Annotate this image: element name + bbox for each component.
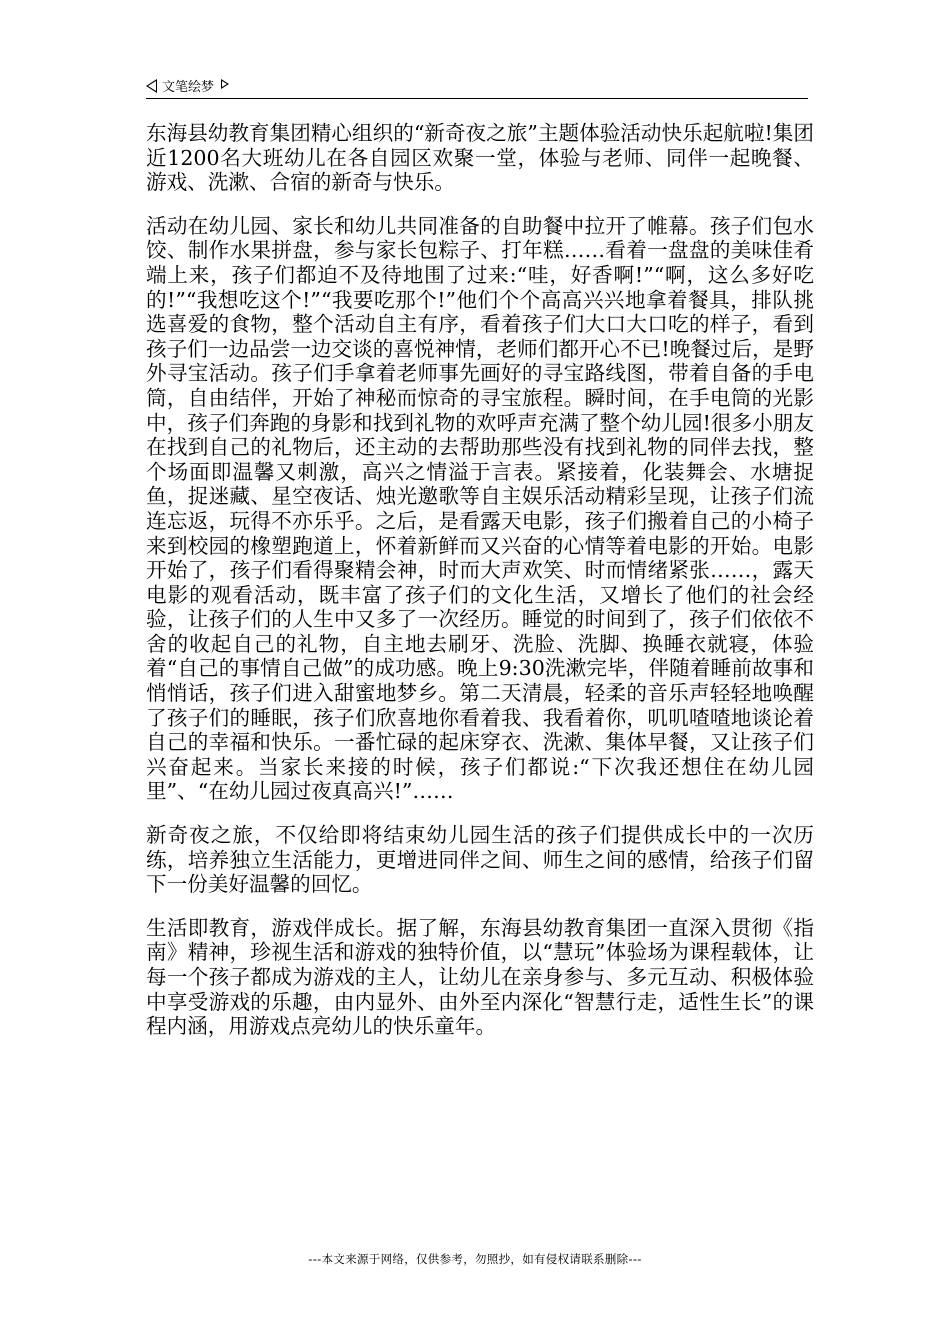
paragraph-2: 活动在幼儿园、家长和幼儿共同准备的自助餐中拉开了帷幕。孩子们包水饺、制作水果拼盘，参与家长包粽子、打年糕……看着一盘盘的美味佳肴端上来，孩子们都迫不及待地围了过来:“哇，好香啊!”“啊，这么多好吃的!”“我想吃这个!”“我要吃那个!”他们个个高高兴兴地拿着餐具，排队挑选喜爱的食物，整个活动自主有序，看着孩子们大口大口吃的样子，看到孩子们一边品尝一边交谈的喜悦神情，老师们都开心不已!晚餐过后，是野外寻宝活动。孩子们手拿着老师事先画好的寻宝路线图，带着自备的手电筒，自由结伴，开始了神秘而惊奇的寻宝旅程。瞬时间，在手电筒的光影中，孩子们奔跑的身影和找到礼物的欢呼声充满了整个幼儿园!很多小朋友在找到自己的礼物后，还主动的去帮助那些没有找到礼物的同伴去找，整个场面即温馨又刺激，高兴之情溢于言表。紧接着，化装舞会、水塘捉鱼，捉迷藏、星空夜话、烛光邀歌等自主娱乐活动精彩呈现，让孩子们流连忘返，玩得不亦乐乎。之后，是看露天电影，孩子们搬着自己的小椅子来到校园的橡塑跑道上，怀着新鲜而又兴奋的心情等着电影的开始。电影开始了，孩子们看得聚精会神，时而大声欢笑、时而情绪紧张……，露天电影的观看活动，既丰富了孩子们的文化生活，又增长了他们的社会经验，让孩子们的人生中又多了一次经历。睡觉的时间到了，孩子们依依不舍的收起自己的礼物，自主地去刷牙、洗脸、洗脚、换睡衣就寝，体验着“自己的事情自己做”的成功感。晚上9:30洗漱完毕，伴随着睡前故事和悄悄话，孩子们进入甜蜜地梦乡。第二天清晨，轻柔的音乐声轻轻地唤醒了孩子们的睡眠，孩子们欣喜地你看着我、我看着你，叽叽喳喳地谈论着自己的幸福和快乐。一番忙碌的起床穿衣、洗漱、集体早餐，又让孩子们兴奋起来。当家长来接的时候，孩子们都说:“下次我还想住在幼儿园里”、“在幼儿园过夜真高兴!”…… bbox=[146, 213, 814, 804]
footer-disclaimer: ---本文来源于网络，仅供参考，勿照抄，如有侵权请联系删除--- bbox=[308, 1252, 642, 1266]
page-header bbox=[146, 74, 808, 99]
header-title-group bbox=[146, 76, 229, 95]
paragraph-3: 新奇夜之旅，不仅给即将结束幼儿园生活的孩子们提供成长中的一次历练，培养独立生活能力，更增进同伴之间、师生之间的感情，给孩子们留下一份美好温馨的回忆。 bbox=[146, 823, 814, 897]
paragraph-1: 东海县幼教育集团精心组织的“新奇夜之旅”主题体验活动快乐起航啦!集团近1200名大班幼儿在各自园区欢聚一堂，体验与老师、同伴一起晚餐、游戏、洗漱、合宿的新奇与快乐。 bbox=[146, 121, 814, 195]
header-title: 文笔绘梦 bbox=[162, 80, 215, 95]
triangle-left-icon bbox=[146, 79, 157, 93]
triangle-right-icon bbox=[221, 79, 229, 89]
paragraph-4: 生活即教育，游戏伴成长。据了解，东海县幼教育集团一直深入贯彻《指南》精神，珍视生活和游戏的独特价值，以“慧玩”体验场为课程载体，让每一个孩子都成为游戏的主人，让幼儿在亲身参与、多元互动、积极体验中享受游戏的乐趣，由内显外、由外至内深化“智慧行走，适性生长”的课程内涵，用游戏点亮幼儿的快乐童年。 bbox=[146, 915, 814, 1039]
article-body bbox=[146, 121, 814, 1058]
